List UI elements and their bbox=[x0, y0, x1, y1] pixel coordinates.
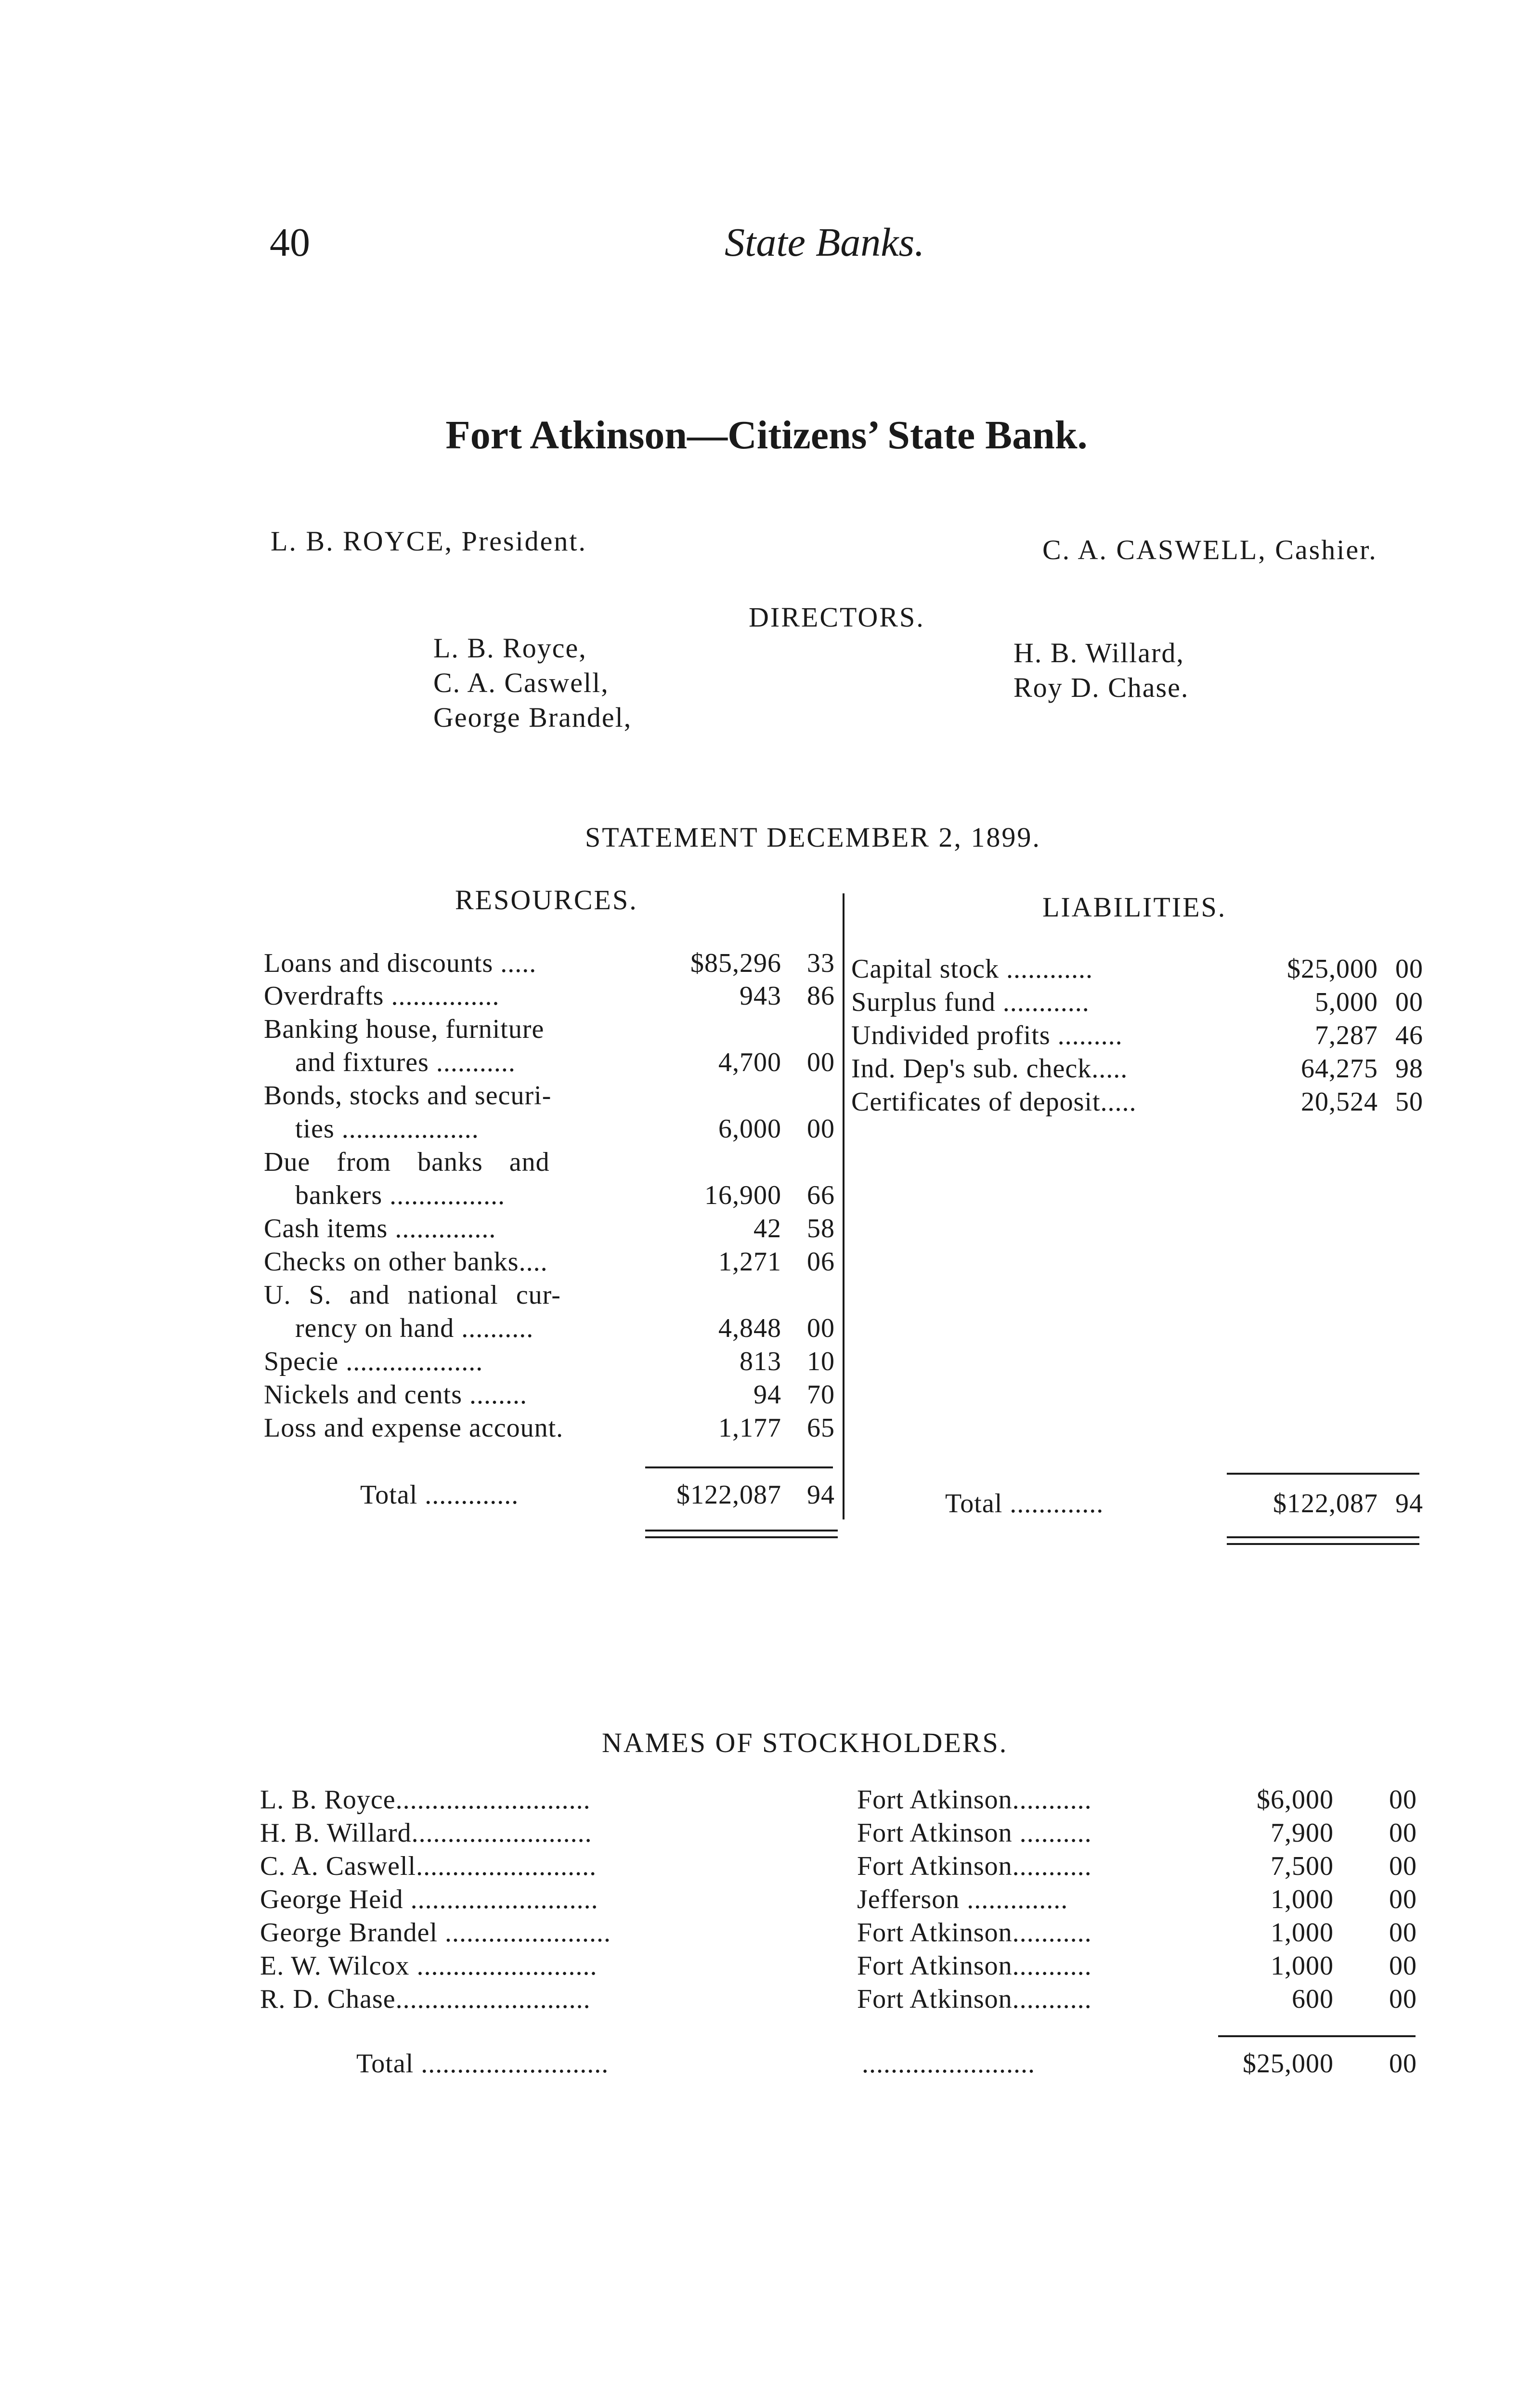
resource-dollars: 813 bbox=[740, 1347, 781, 1376]
director-name: Roy D. Chase. bbox=[1013, 672, 1189, 703]
resource-label: Nickels and cents ........ bbox=[264, 1380, 527, 1410]
resources-heading: RESOURCES. bbox=[455, 884, 638, 916]
resources-double-rule-bottom bbox=[645, 1536, 838, 1538]
table-row bbox=[264, 1213, 842, 1247]
resources-sum-rule bbox=[645, 1466, 833, 1468]
total-label: Total ............. bbox=[360, 1480, 519, 1510]
stockholder-dollars: 7,900 bbox=[1271, 1818, 1334, 1848]
resource-label: rency on hand .......... bbox=[295, 1313, 534, 1343]
resource-label: Loans and discounts ..... bbox=[264, 948, 537, 978]
stockholder-residence: Jefferson .............. bbox=[857, 1885, 1068, 1914]
stockholders-total-row bbox=[260, 2048, 1425, 2082]
resource-dollars: 1,177 bbox=[718, 1413, 781, 1443]
resource-dollars: 94 bbox=[754, 1380, 781, 1410]
liability-label: Undivided profits ......... bbox=[851, 1021, 1123, 1050]
resource-cents: 65 bbox=[807, 1413, 835, 1443]
table-row bbox=[264, 1113, 842, 1147]
statement-heading: STATEMENT DECEMBER 2, 1899. bbox=[585, 822, 1041, 853]
table-row bbox=[260, 1784, 1425, 1818]
table-row bbox=[851, 1086, 1429, 1120]
directors-heading: DIRECTORS. bbox=[749, 602, 925, 633]
resource-cents: 58 bbox=[807, 1214, 835, 1243]
resource-label: U. S. and national cur- bbox=[264, 1280, 561, 1310]
stockholder-name: R. D. Chase........................... bbox=[260, 1984, 591, 2014]
resource-dollars: 943 bbox=[740, 981, 781, 1011]
resource-label: Banking house, furniture bbox=[264, 1014, 545, 1044]
resource-label: Specie ................... bbox=[264, 1347, 483, 1376]
resource-cents: 33 bbox=[807, 948, 835, 978]
resource-label: Bonds, stocks and securi- bbox=[264, 1081, 552, 1111]
total-label: Total .......................... bbox=[356, 2049, 609, 2079]
stockholder-name: George Brandel ....................... bbox=[260, 1918, 611, 1948]
liability-label: Certificates of deposit..... bbox=[851, 1087, 1137, 1117]
table-row bbox=[851, 1020, 1429, 1054]
stockholder-residence: Fort Atkinson........... bbox=[857, 1951, 1092, 1981]
stockholder-residence: Fort Atkinson........... bbox=[857, 1918, 1092, 1948]
table-row bbox=[851, 954, 1429, 987]
stockholder-dollars: 7,500 bbox=[1271, 1851, 1334, 1881]
resource-cents: 06 bbox=[807, 1247, 835, 1277]
stockholder-dollars: 1,000 bbox=[1271, 1918, 1334, 1948]
resource-dollars: 16,900 bbox=[704, 1180, 781, 1210]
director-name: George Brandel, bbox=[433, 702, 632, 733]
table-row bbox=[264, 981, 842, 1014]
resource-cents: 86 bbox=[807, 981, 835, 1011]
liabilities-total-row bbox=[851, 1488, 1429, 1522]
liabilities-double-rule-bottom bbox=[1227, 1543, 1419, 1545]
stockholder-cents: 00 bbox=[1389, 1818, 1417, 1848]
stockholder-name: C. A. Caswell......................... bbox=[260, 1851, 597, 1881]
resource-label: Overdrafts ............... bbox=[264, 981, 500, 1011]
liabilities-sum-rule bbox=[1227, 1473, 1419, 1475]
total-dollars: $25,000 bbox=[1243, 2049, 1334, 2079]
stockholder-cents: 00 bbox=[1389, 1851, 1417, 1881]
stockholder-cents: 00 bbox=[1389, 1951, 1417, 1981]
stockholder-cents: 00 bbox=[1389, 1984, 1417, 2014]
table-row bbox=[264, 1047, 842, 1081]
stockholder-residence: Fort Atkinson........... bbox=[857, 1851, 1092, 1881]
liability-cents: 00 bbox=[1395, 954, 1423, 984]
liability-dollars: 7,287 bbox=[1315, 1021, 1378, 1050]
liability-dollars: 20,524 bbox=[1301, 1087, 1378, 1117]
resource-label: Checks on other banks.... bbox=[264, 1247, 548, 1277]
liability-dollars: 5,000 bbox=[1315, 987, 1378, 1017]
table-row bbox=[851, 1053, 1429, 1087]
stockholder-name: L. B. Royce........................... bbox=[260, 1785, 591, 1815]
table-row bbox=[260, 1884, 1425, 1918]
resource-label: ties ................... bbox=[295, 1114, 479, 1144]
stockholder-dollars: $6,000 bbox=[1257, 1785, 1334, 1815]
stockholder-dollars: 600 bbox=[1292, 1984, 1334, 2014]
table-row bbox=[264, 1080, 842, 1114]
total-dollars: $122,087 bbox=[1273, 1489, 1378, 1518]
director-name: H. B. Willard, bbox=[1013, 637, 1184, 668]
table-row bbox=[264, 1246, 842, 1280]
table-row bbox=[260, 1917, 1425, 1951]
total-leader: ........................ bbox=[862, 2049, 1035, 2079]
director-name: C. A. Caswell, bbox=[433, 667, 609, 698]
liability-cents: 00 bbox=[1395, 987, 1423, 1017]
resource-cents: 10 bbox=[807, 1347, 835, 1376]
total-cents: 00 bbox=[1389, 2049, 1417, 2079]
stockholder-name: H. B. Willard......................... bbox=[260, 1818, 592, 1848]
table-row bbox=[264, 1313, 842, 1347]
column-divider bbox=[843, 893, 844, 1519]
resource-dollars: 4,848 bbox=[718, 1313, 781, 1343]
table-row bbox=[264, 948, 842, 982]
liabilities-heading: LIABILITIES. bbox=[1042, 891, 1227, 923]
stockholder-cents: 00 bbox=[1389, 1785, 1417, 1815]
resource-label: Cash items .............. bbox=[264, 1214, 496, 1243]
liability-cents: 98 bbox=[1395, 1054, 1423, 1084]
table-row bbox=[264, 1413, 842, 1446]
stockholder-residence: Fort Atkinson .......... bbox=[857, 1818, 1092, 1848]
stockholder-name: George Heid .......................... bbox=[260, 1885, 598, 1914]
resource-cents: 00 bbox=[807, 1114, 835, 1144]
table-row bbox=[264, 1379, 842, 1413]
total-dollars: $122,087 bbox=[676, 1480, 781, 1510]
resource-cents: 00 bbox=[807, 1313, 835, 1343]
stockholder-dollars: 1,000 bbox=[1271, 1951, 1334, 1981]
resource-cents: 70 bbox=[807, 1380, 835, 1410]
total-cents: 94 bbox=[1395, 1489, 1423, 1518]
resource-dollars: $85,296 bbox=[690, 948, 781, 978]
president-line: L. B. ROYCE, President. bbox=[271, 525, 587, 557]
stockholder-residence: Fort Atkinson........... bbox=[857, 1984, 1092, 2014]
resource-cents: 66 bbox=[807, 1180, 835, 1210]
resource-dollars: 4,700 bbox=[718, 1047, 781, 1077]
table-row bbox=[260, 1950, 1425, 1984]
running-head: State Banks. bbox=[725, 220, 925, 265]
liability-dollars: $25,000 bbox=[1287, 954, 1378, 984]
bank-title: Fort Atkinson—Citizens’ State Bank. bbox=[445, 413, 1088, 458]
stockholder-residence: Fort Atkinson........... bbox=[857, 1785, 1092, 1815]
table-row bbox=[264, 1014, 842, 1047]
directors-right-column bbox=[1013, 636, 1189, 705]
cashier-line: C. A. CASWELL, Cashier. bbox=[1042, 534, 1377, 565]
resource-label: bankers ................ bbox=[295, 1180, 506, 1210]
liability-label: Ind. Dep's sub. check..... bbox=[851, 1054, 1128, 1084]
stockholder-name: E. W. Wilcox ......................... bbox=[260, 1951, 598, 1981]
total-label: Total ............. bbox=[945, 1489, 1104, 1518]
stockholder-cents: 00 bbox=[1389, 1885, 1417, 1914]
liability-cents: 46 bbox=[1395, 1021, 1423, 1050]
liability-cents: 50 bbox=[1395, 1087, 1423, 1117]
resource-label: and fixtures ........... bbox=[295, 1047, 516, 1077]
resource-dollars: 1,271 bbox=[718, 1247, 781, 1277]
table-row bbox=[264, 1280, 842, 1313]
resource-cents: 00 bbox=[807, 1047, 835, 1077]
stockholder-cents: 00 bbox=[1389, 1918, 1417, 1948]
page-number: 40 bbox=[270, 220, 310, 265]
resource-dollars: 6,000 bbox=[718, 1114, 781, 1144]
resource-label: Due from banks and bbox=[264, 1147, 550, 1177]
stockholders-sum-rule bbox=[1218, 2035, 1416, 2037]
total-cents: 94 bbox=[807, 1480, 835, 1510]
resource-dollars: 42 bbox=[754, 1214, 781, 1243]
liability-label: Surplus fund ............ bbox=[851, 987, 1090, 1017]
table-row bbox=[260, 1851, 1425, 1885]
table-row bbox=[264, 1346, 842, 1380]
table-row bbox=[260, 1818, 1425, 1851]
directors-left-column bbox=[433, 631, 632, 735]
stockholder-dollars: 1,000 bbox=[1271, 1885, 1334, 1914]
table-row bbox=[851, 987, 1429, 1021]
stockholders-heading: NAMES OF STOCKHOLDERS. bbox=[602, 1727, 1008, 1758]
resources-total-row bbox=[264, 1479, 842, 1513]
liability-dollars: 64,275 bbox=[1301, 1054, 1378, 1084]
table-row bbox=[260, 1984, 1425, 2017]
table-row bbox=[264, 1147, 842, 1180]
liabilities-double-rule-top bbox=[1227, 1536, 1419, 1538]
liability-label: Capital stock ............ bbox=[851, 954, 1093, 984]
resource-label: Loss and expense account. bbox=[264, 1413, 564, 1443]
director-name: L. B. Royce, bbox=[433, 632, 587, 664]
table-row bbox=[264, 1180, 842, 1214]
resources-double-rule-top bbox=[645, 1530, 838, 1531]
